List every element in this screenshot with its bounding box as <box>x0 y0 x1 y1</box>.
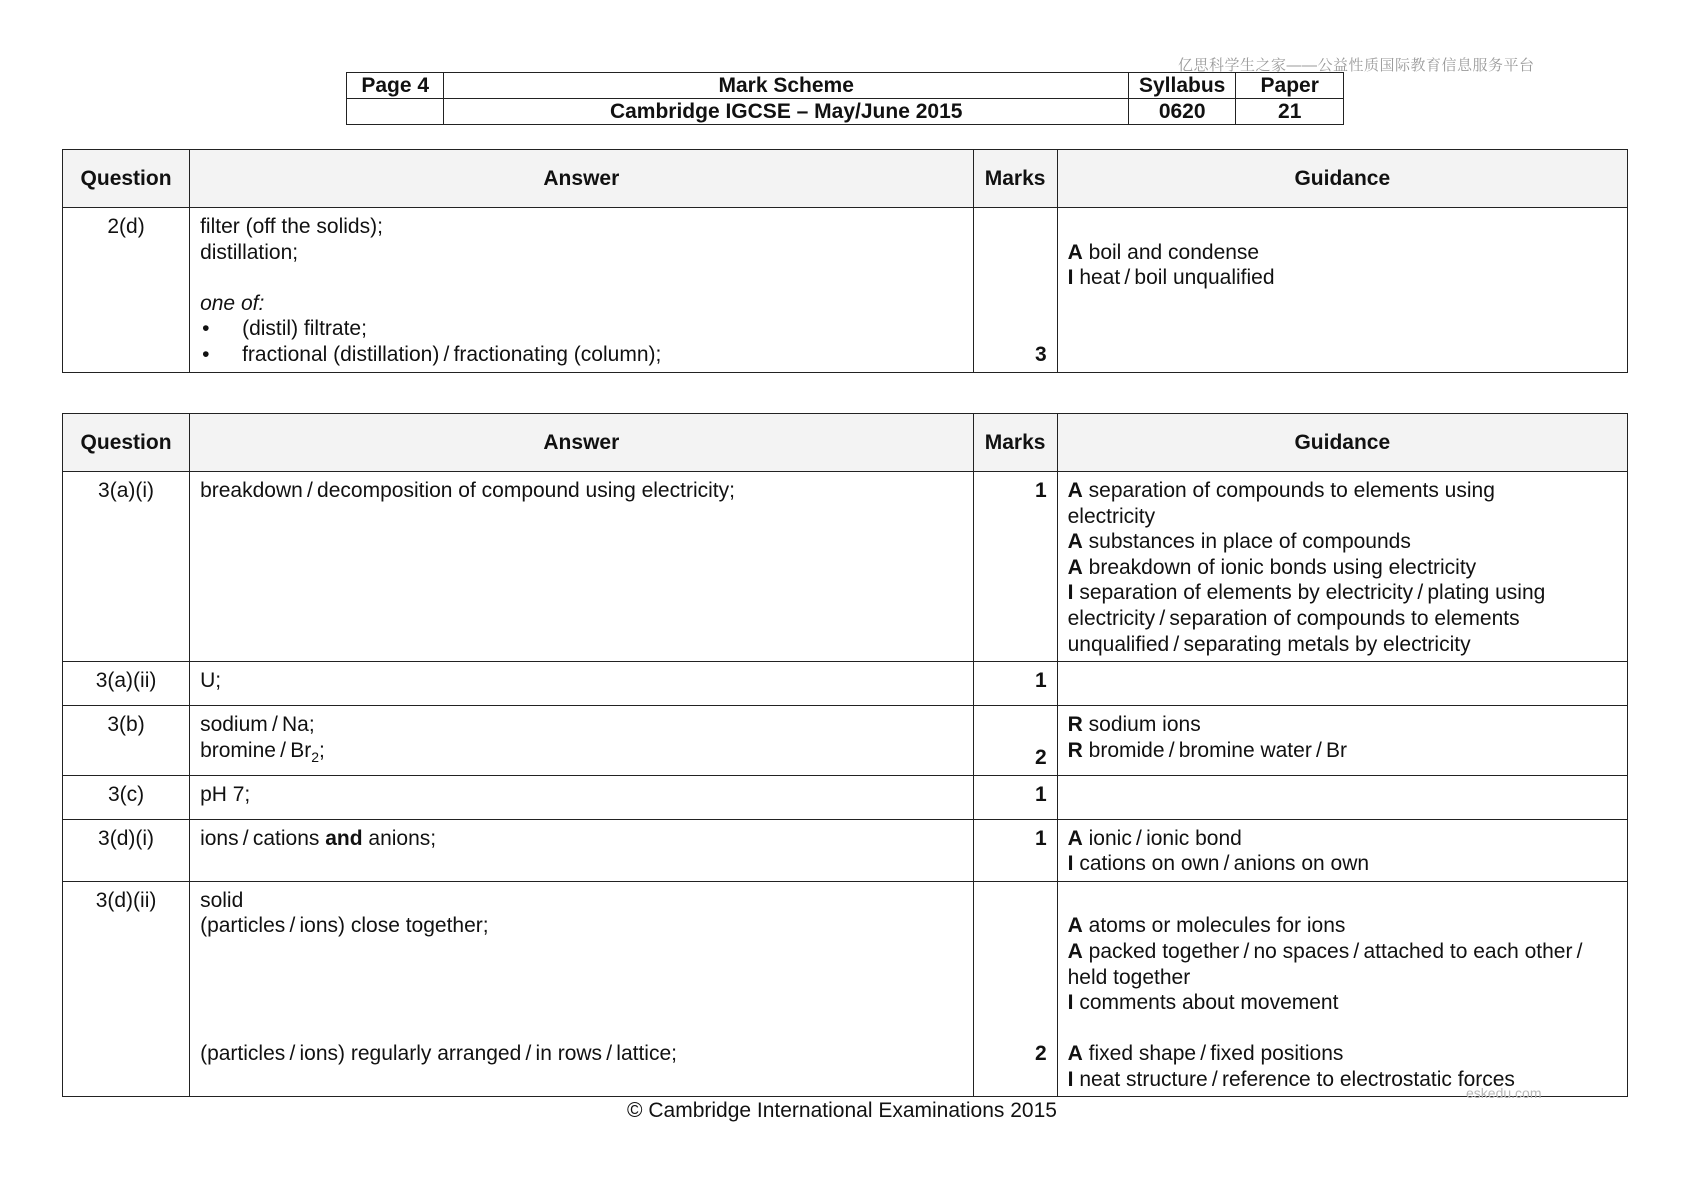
guidance-cell <box>1057 472 1627 662</box>
guidance-line: A ionic / ionic bond <box>1067 826 1242 850</box>
guidance-line: R bromide / bromine water / Br <box>1067 738 1348 762</box>
table-row <box>63 706 1628 775</box>
answer-cell <box>190 472 974 662</box>
marks-value: 1 <box>973 662 1057 706</box>
table-row <box>63 819 1628 881</box>
answer-line: (particles / ions) close together; <box>200 914 489 938</box>
table-row <box>63 775 1628 819</box>
doc-subtitle: Cambridge IGCSE – May/June 2015 <box>444 99 1128 125</box>
watermark-top: 亿思科学生之家——公益性质国际教育信息服务平台 <box>1178 57 1535 74</box>
guidance-line: R sodium ions <box>1067 713 1201 737</box>
guidance-line: A substances in place of compounds <box>1067 530 1411 554</box>
answer-line: distillation; <box>200 240 299 264</box>
guidance-line: electricity <box>1067 504 1156 528</box>
bullet-item: • (distil) filtrate; <box>200 316 963 342</box>
col-question: Question <box>63 150 190 208</box>
answer-cell <box>190 819 974 881</box>
col-marks: Marks <box>973 150 1057 208</box>
table-row <box>63 208 1628 373</box>
guidance-cell <box>1057 775 1627 819</box>
answer-line: pH 7; <box>200 782 251 806</box>
guidance-cell <box>1057 881 1627 1097</box>
guidance-cell <box>1057 662 1627 706</box>
mark-scheme-table-q3 <box>62 413 1628 1097</box>
guidance-line: held together <box>1067 965 1191 989</box>
guidance-line: I cations on own / anions on own <box>1067 852 1370 876</box>
mark-scheme-table-q2 <box>62 149 1628 373</box>
table-row <box>63 881 1628 1097</box>
syllabus-label: Syllabus <box>1128 73 1236 99</box>
col-answer: Answer <box>190 414 974 472</box>
answer-line: ions / cations and anions; <box>200 826 437 850</box>
syllabus-code: 0620 <box>1128 99 1236 125</box>
answer-cell <box>190 208 974 373</box>
guidance-line: A breakdown of ionic bonds using electricity <box>1067 555 1477 579</box>
question-id: 3(a)(i) <box>63 472 190 662</box>
answer-line: (particles / ions) regularly arranged / in rows / lattice; <box>200 1042 677 1066</box>
answer-line: one of: <box>200 291 265 315</box>
guidance-cell <box>1057 819 1627 881</box>
marks-value: 1 <box>973 472 1057 662</box>
guidance-cell <box>1057 208 1627 373</box>
answer-cell <box>190 881 974 1097</box>
footer-copyright: © Cambridge International Examinations 2015 <box>627 1099 1057 1122</box>
question-id: 3(b) <box>63 706 190 775</box>
watermark-bottom: eskedu.com <box>1466 1085 1542 1101</box>
answer-line: filter (off the solids); <box>200 215 383 238</box>
blank-cell <box>347 99 444 125</box>
col-marks: Marks <box>973 414 1057 472</box>
question-id: 3(c) <box>63 775 190 819</box>
marks-cell <box>973 881 1057 1097</box>
table-row <box>63 472 1628 662</box>
answer-line: sodium / Na; <box>200 713 315 737</box>
marks-value: 1 <box>973 775 1057 819</box>
guidance-line: A separation of compounds to elements using <box>1067 479 1495 502</box>
col-guidance: Guidance <box>1057 414 1627 472</box>
paper-number: 21 <box>1236 99 1344 125</box>
answer-line: breakdown / decomposition of compound using electricity; <box>200 479 735 502</box>
paper-label: Paper <box>1236 73 1344 99</box>
guidance-line: I neat structure / reference to electrostatic forces <box>1067 1067 1515 1091</box>
marks-value: 2 <box>1034 1042 1047 1066</box>
answer-cell <box>190 775 974 819</box>
col-guidance: Guidance <box>1057 150 1627 208</box>
table-header-row <box>63 150 1628 208</box>
answer-line: solid <box>200 888 244 912</box>
guidance-line: A atoms or molecules for ions <box>1067 914 1346 938</box>
table-header-row <box>63 414 1628 472</box>
doc-title: Mark Scheme <box>444 73 1128 99</box>
page-header-table <box>346 72 1344 125</box>
answer-line: bromine / $Br_2$; <box>200 738 325 765</box>
answer-cell <box>190 706 974 775</box>
guidance-line: I separation of elements by electricity / plating using <box>1067 581 1546 605</box>
page-number: Page 4 <box>347 73 444 99</box>
answer-line: U; <box>200 669 222 693</box>
question-id: 3(d)(i) <box>63 819 190 881</box>
bullet-item: • fractional (distillation) / fractionating (column); <box>200 342 963 368</box>
col-question: Question <box>63 414 190 472</box>
question-id: 3(a)(ii) <box>63 662 190 706</box>
guidance-line: A boil and condense <box>1067 240 1260 264</box>
guidance-line: A fixed shape / fixed positions <box>1067 1042 1344 1066</box>
col-answer: Answer <box>190 150 974 208</box>
marks-value: 2 <box>973 706 1057 775</box>
question-id: 3(d)(ii) <box>63 881 190 1097</box>
guidance-line: I comments about movement <box>1067 991 1339 1015</box>
answer-cell <box>190 662 974 706</box>
table-row <box>63 662 1628 706</box>
guidance-cell <box>1057 706 1627 775</box>
guidance-line: I heat / boil unqualified <box>1067 266 1275 290</box>
question-id: 2(d) <box>63 208 190 373</box>
guidance-line: electricity / separation of compounds to elements <box>1067 606 1520 630</box>
marks-value: 3 <box>973 208 1057 373</box>
guidance-line: unqualified / separating metals by electricity <box>1067 632 1471 656</box>
marks-value: 1 <box>973 819 1057 881</box>
guidance-line: A packed together / no spaces / attached to each other / <box>1067 939 1583 963</box>
